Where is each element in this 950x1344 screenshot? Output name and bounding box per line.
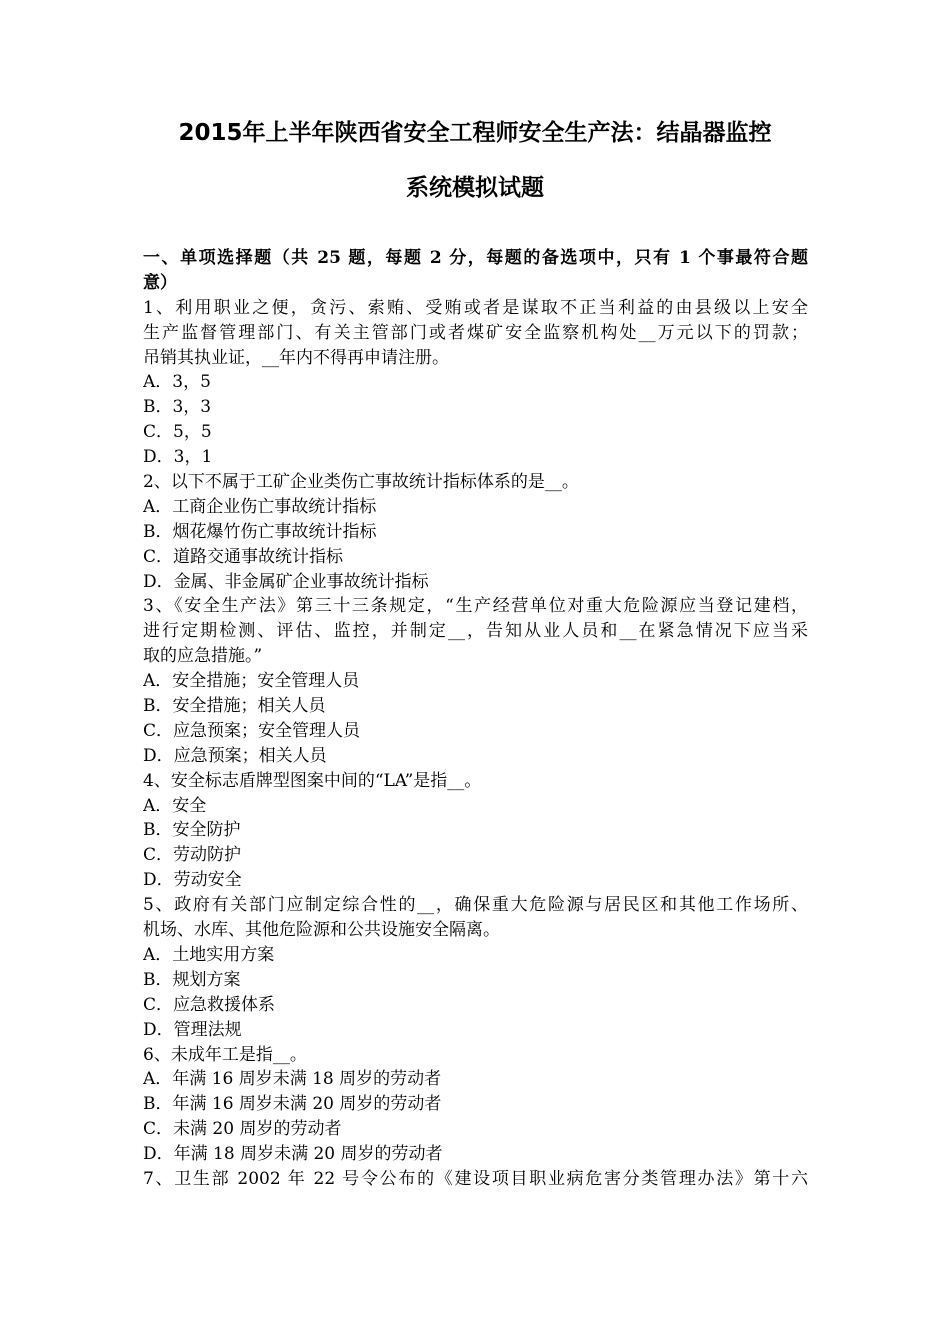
question-option: C．5，5: [143, 422, 212, 443]
question-option: D．管理法规: [143, 1019, 242, 1040]
document-body: [143, 246, 808, 1192]
question-block: [143, 769, 808, 893]
question-option: D．应急预案；相关人员: [143, 745, 327, 766]
question-block: [143, 1043, 808, 1167]
document-title-line-1: 2015年上半年陕西省安全工程师安全生产法：结晶器监控: [178, 120, 772, 146]
question-stem-line: 进行定期检测、评估、监控，并制定__，告知从业人员和__在紧急情况下应当采: [143, 621, 808, 642]
question-option: D．劳动安全: [143, 870, 242, 891]
question-option: B．安全防护: [143, 820, 241, 841]
question-option: B．年满 16 周岁未满 20 周岁的劳动者: [143, 1094, 442, 1115]
question-block: [143, 1167, 808, 1192]
question-option: A．安全措施；安全管理人员: [143, 671, 360, 692]
question-stem-line: 2、以下不属于工矿企业类伤亡事故统计指标体系的是__。: [143, 472, 579, 493]
question-option: C．应急救援体系: [143, 994, 276, 1015]
question-option: B．规划方案: [143, 969, 241, 990]
question-stem-line: 1、利用职业之便，贪污、索贿、受贿或者是谋取不正当利益的由县级以上安全: [143, 297, 808, 318]
question-stem-line: 4、安全标志盾牌型图案中间的“LA”是指__。: [143, 770, 482, 791]
question-stem-line: 6、未成年工是指__。: [143, 1044, 307, 1065]
question-option: C．应急预案；安全管理人员: [143, 720, 361, 741]
question-list: [143, 296, 808, 1192]
question-stem-line: 生产监督管理部门、有关主管部门或者煤矿安全监察机构处__万元以下的罚款；: [143, 322, 808, 343]
question-option: D．金属、非金属矿企业事故统计指标: [143, 571, 429, 592]
question-stem-line: 5、政府有关部门应制定综合性的__，确保重大危险源与居民区和其他工作场所、: [143, 895, 808, 916]
question-stem-line: 吊销其执业证，__年内不得再申请注册。: [143, 347, 449, 368]
section-heading-line-2: 意）: [143, 272, 177, 293]
question-option: D．3，1: [143, 447, 213, 468]
question-block: [143, 893, 808, 1042]
question-stem-line: 7、卫生部 2002 年 22 号令公布的《建设项目职业病危害分类管理办法》第十六: [143, 1168, 808, 1189]
question-stem-line: 3、《安全生产法》第三十三条规定，“生产经营单位对重大危险源应当登记建档，: [143, 596, 808, 617]
question-option: A．年满 16 周岁未满 18 周岁的劳动者: [143, 1069, 442, 1090]
question-option: C．未满 20 周岁的劳动者: [143, 1119, 342, 1140]
question-block: [143, 470, 808, 594]
question-option: A．3，5: [143, 372, 211, 393]
question-block: [143, 296, 808, 470]
question-stem-line: 取的应急措施。”: [143, 646, 263, 667]
question-option: A．安全: [143, 795, 207, 816]
question-option: C．劳动防护: [143, 845, 242, 866]
document-title-line-2: 系统模拟试题: [406, 175, 544, 201]
question-option: C．道路交通事故统计指标: [143, 546, 344, 567]
question-option: A．土地实用方案: [143, 944, 275, 965]
question-option: B．烟花爆竹伤亡事故统计指标: [143, 521, 377, 542]
question-block: [143, 594, 808, 768]
question-option: B．3，3: [143, 397, 212, 418]
section-heading-line-1: 一、单项选择题（共 25 题，每题 2 分，每题的备选项中，只有 1 个事最符合题: [143, 248, 808, 268]
question-stem-line: 机场、水库、其他危险源和公共设施安全隔离。: [143, 920, 500, 941]
question-option: D．年满 18 周岁未满 20 周岁的劳动者: [143, 1144, 443, 1165]
question-option: B．安全措施；相关人员: [143, 696, 326, 717]
question-option: A．工商企业伤亡事故统计指标: [143, 496, 377, 517]
